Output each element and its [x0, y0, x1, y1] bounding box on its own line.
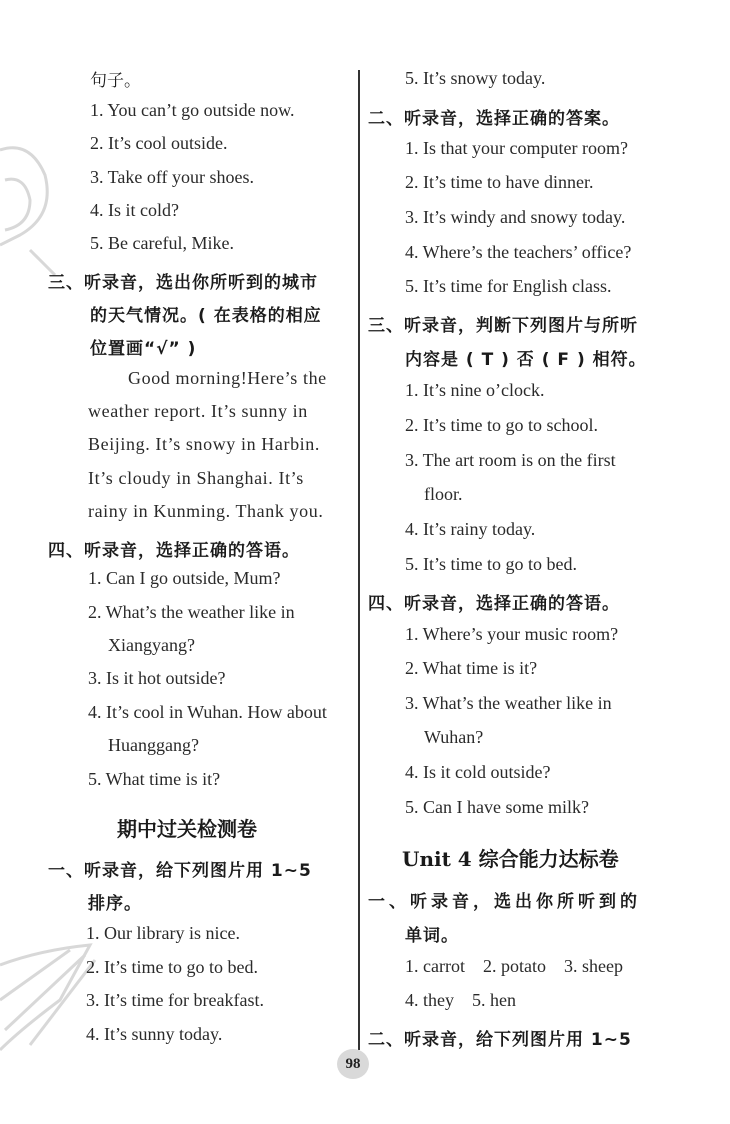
list-item: 2. It’s time to go to bed.	[86, 957, 258, 977]
exam-title: 期中过关检测卷	[117, 817, 257, 841]
word-options: 1. carrot 2. potato 3. sheep	[405, 956, 623, 976]
passage-line: weather report. It’s sunny in	[88, 401, 308, 421]
section-heading: 一、听录音，给下列图片用 1~5	[48, 861, 312, 881]
list-item: 5. It’s time for English class.	[405, 276, 612, 296]
passage-line: It’s cloudy in Shanghai. It’s	[88, 468, 304, 488]
section-heading: 的天气情况。( 在表格的相应	[90, 306, 322, 326]
exam-title: Unit 4 综合能力达标卷	[402, 847, 619, 871]
list-item: 4. It’s cool in Wuhan. How about	[88, 702, 327, 722]
section-heading: 四、听录音，选择正确的答语。	[368, 594, 620, 614]
list-item: 4. It’s rainy today.	[405, 519, 536, 539]
list-item: 4. It’s sunny today.	[86, 1024, 223, 1044]
list-item: 5. What time is it?	[88, 769, 221, 789]
list-item: 4. Is it cold outside?	[405, 762, 551, 782]
list-item: 1. Is that your computer room?	[405, 138, 628, 158]
word-options: 4. they 5. hen	[405, 990, 516, 1010]
section-heading: 内容是 ( T ) 否 ( F ) 相符。	[405, 350, 647, 370]
page-number: 98	[337, 1049, 369, 1079]
list-item: Huanggang?	[108, 735, 199, 755]
section-heading: 一、听录音，选出你所听到的	[368, 892, 641, 912]
list-item: Xiangyang?	[108, 635, 195, 655]
list-item: 3. Take off your shoes.	[90, 167, 255, 187]
section-heading: 单词。	[405, 926, 459, 946]
list-item: 3. The art room is on the first	[405, 450, 616, 470]
continued-text: 句子。	[90, 71, 141, 91]
passage-line: rainy in Kunming. Thank you.	[88, 501, 324, 521]
passage-line: Good morning!Here’s the	[128, 368, 327, 388]
list-item: 5. Be careful, Mike.	[90, 233, 234, 253]
list-item: Wuhan?	[424, 727, 484, 747]
list-item: floor.	[424, 484, 463, 504]
list-item: 1. You can’t go outside now.	[90, 100, 295, 120]
list-item: 5. It’s snowy today.	[405, 68, 546, 88]
list-item: 4. Is it cold?	[90, 200, 179, 220]
list-item: 3. It’s windy and snowy today.	[405, 207, 626, 227]
list-item: 5. Can I have some milk?	[405, 797, 589, 817]
list-item: 2. It’s time to go to school.	[405, 415, 598, 435]
section-heading: 二、听录音，给下列图片用 1~5	[368, 1030, 632, 1050]
section-heading: 四、听录音，选择正确的答语。	[48, 541, 300, 561]
list-item: 2. What’s the weather like in	[88, 602, 295, 622]
list-item: 5. It’s time to go to bed.	[405, 554, 577, 574]
list-item: 1. Where’s your music room?	[405, 624, 619, 644]
section-heading: 三、听录音，选出你所听到的城市	[48, 273, 318, 293]
list-item: 3. It’s time for breakfast.	[86, 990, 264, 1010]
list-item: 1. Can I go outside, Mum?	[88, 568, 281, 588]
section-heading: 位置画“√” )	[90, 339, 197, 359]
list-item: 3. What’s the weather like in	[405, 693, 612, 713]
passage-line: Beijing. It’s snowy in Harbin.	[88, 434, 320, 454]
section-heading: 二、听录音，选择正确的答案。	[368, 109, 620, 129]
list-item: 2. It’s cool outside.	[90, 133, 228, 153]
list-item: 1. Our library is nice.	[86, 923, 240, 943]
list-item: 2. What time is it?	[405, 658, 538, 678]
list-item: 4. Where’s the teachers’ office?	[405, 242, 632, 262]
list-item: 3. Is it hot outside?	[88, 668, 226, 688]
section-heading: 排序。	[88, 894, 142, 914]
list-item: 1. It’s nine o’clock.	[405, 380, 545, 400]
section-heading: 三、听录音，判断下列图片与所听	[368, 316, 638, 336]
list-item: 2. It’s time to have dinner.	[405, 172, 594, 192]
column-divider	[358, 70, 360, 1050]
